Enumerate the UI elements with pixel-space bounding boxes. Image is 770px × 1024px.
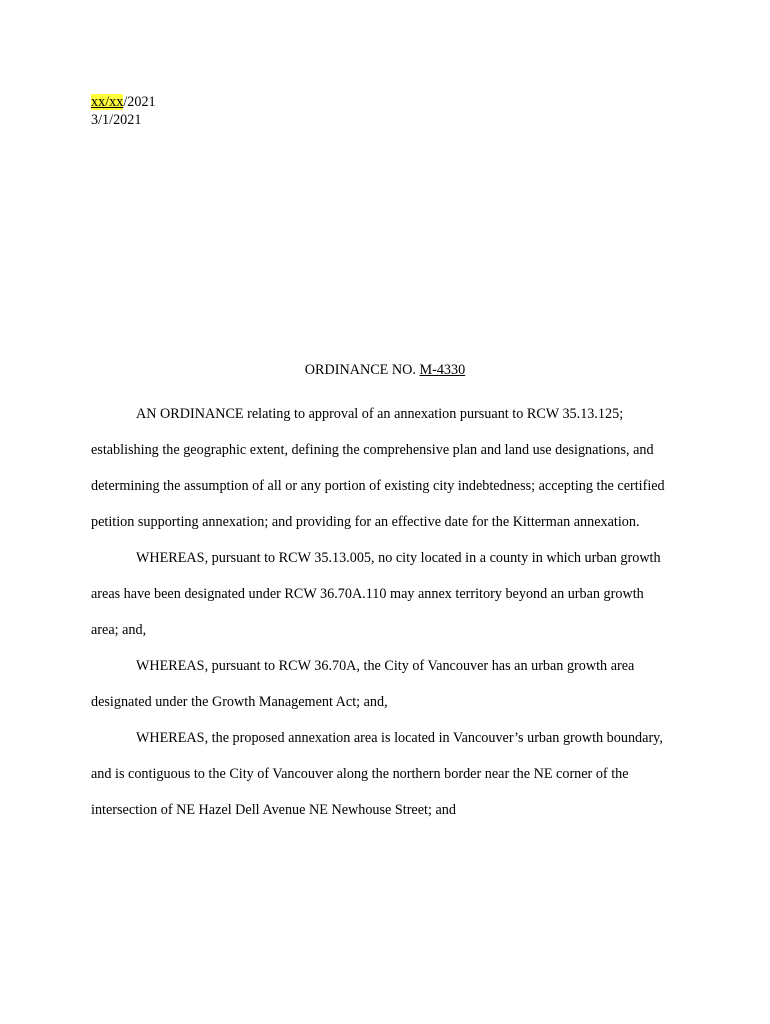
date-block	[91, 93, 156, 129]
document-date: 3/1/2021	[91, 112, 142, 128]
ordinance-title-prefix: ORDINANCE NO.	[304, 362, 416, 378]
draft-date-line	[91, 93, 156, 111]
paragraph-whereas-3: WHEREAS, the proposed annexation area is located in Vancouver’s urban growth boundary, and is contiguous to the City of Vancouver along the northern border near the NE corner of the intersection of NE Hazel Dell Avenue NE Newhouse Street; and	[91, 730, 663, 818]
date-placeholder-year: /2021	[123, 94, 156, 110]
highlighted-date-placeholder: xx/xx	[91, 94, 124, 110]
paragraph-whereas-2: WHEREAS, pursuant to RCW 36.70A, the City of Vancouver has an urban growth area designated under the Growth Management Act; and,	[91, 658, 635, 710]
paragraph-ordinance-summary: AN ORDINANCE relating to approval of an annexation pursuant to RCW 35.13.125; establishing the geographic extent, defining the comprehensive plan and land use designations, and determining the assumption of all or any portion of existing city indebtedness; accepting the certified petition supporting annexation; and providing for an effective date for the Kitterman annexation.	[91, 406, 665, 530]
paragraph-whereas-1: WHEREAS, pursuant to RCW 35.13.005, no city located in a county in which urban growth areas have been designated under RCW 36.70A.110 may annex territory beyond an urban growth area; and,	[91, 550, 661, 638]
ordinance-title	[0, 361, 770, 379]
ordinance-number: M-4330	[419, 362, 466, 378]
ordinance-body	[91, 396, 673, 828]
